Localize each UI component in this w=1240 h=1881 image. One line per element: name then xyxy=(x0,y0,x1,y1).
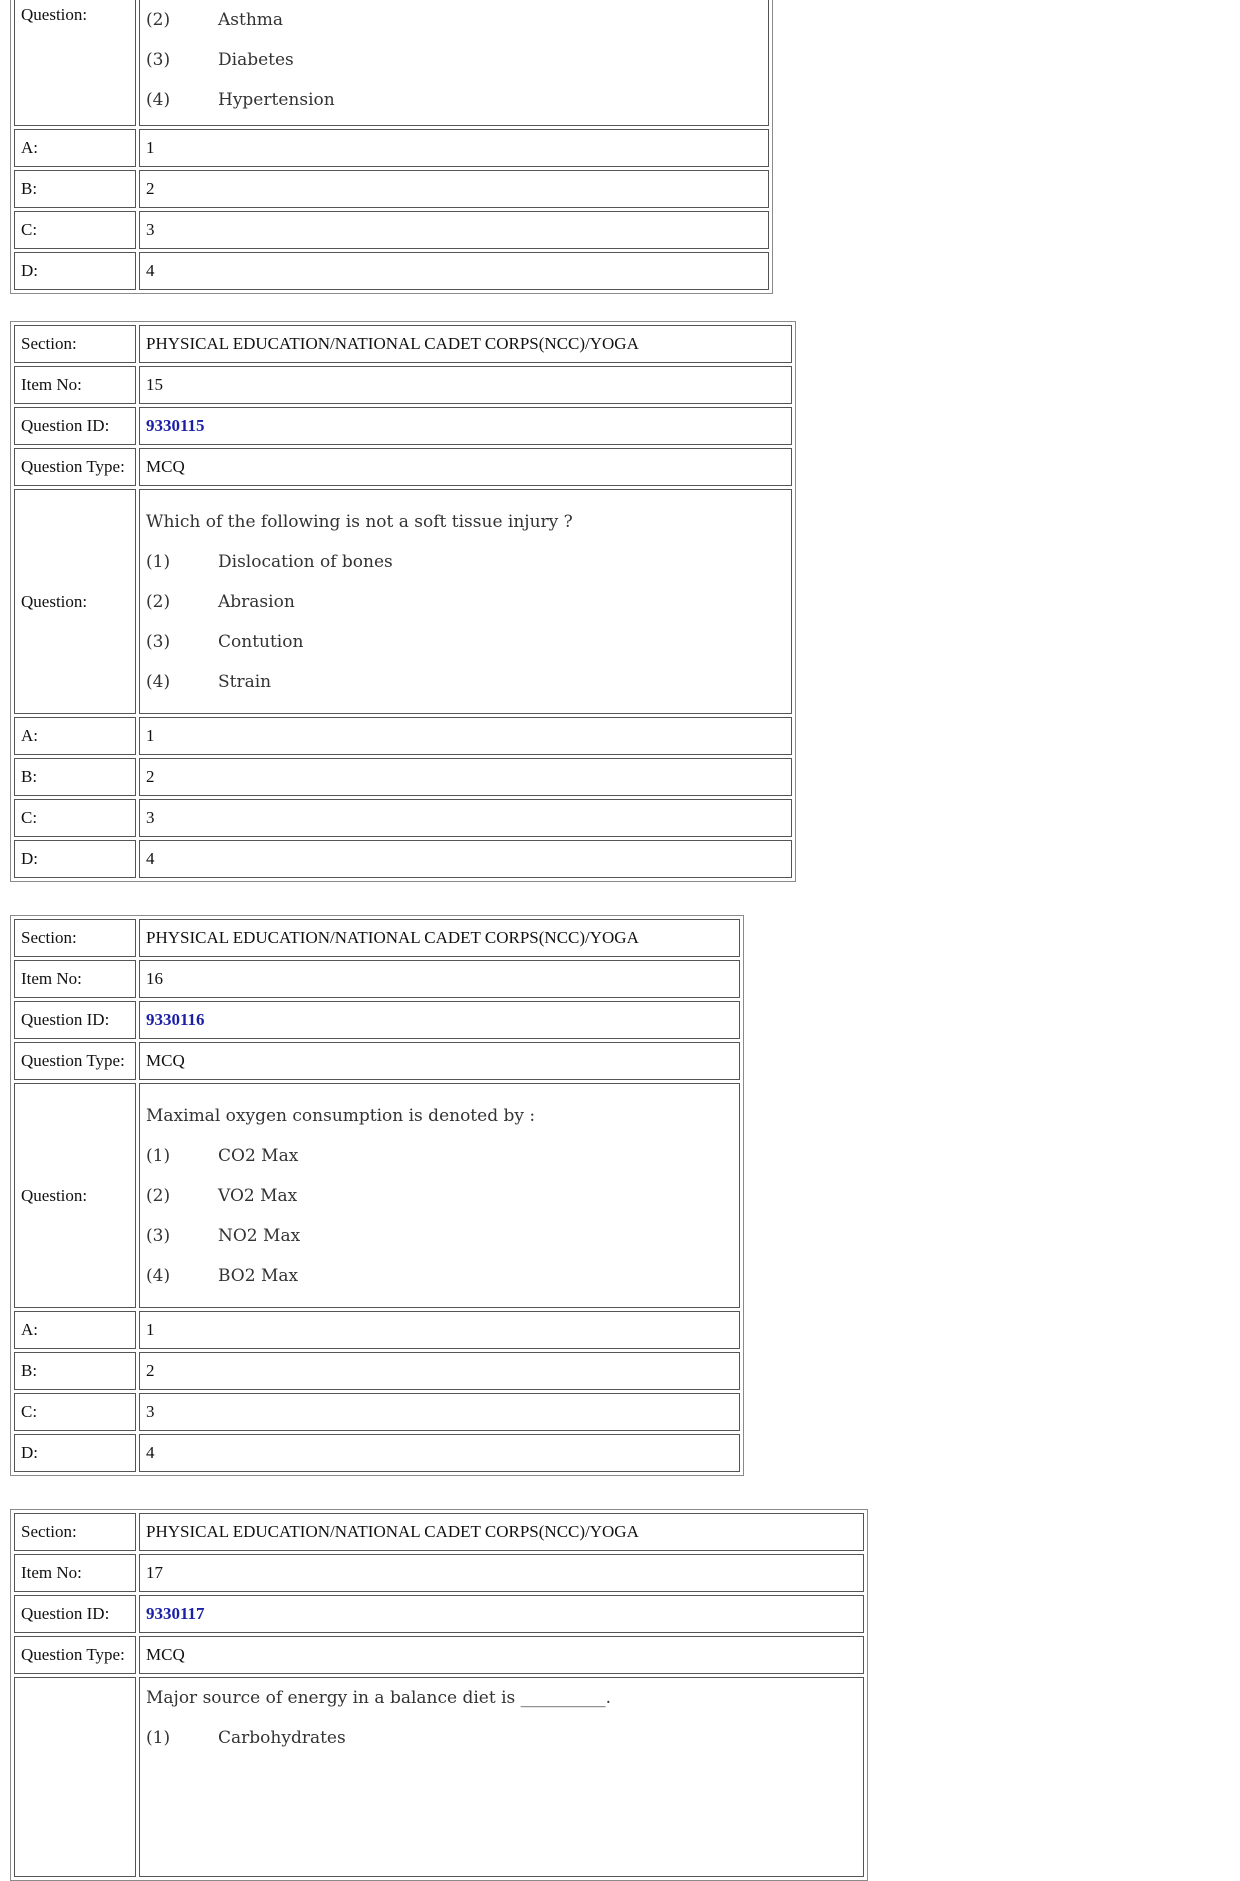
answer-b-label: B: xyxy=(14,1352,136,1390)
question-type-value: MCQ xyxy=(139,1042,740,1080)
answer-b-value: 2 xyxy=(139,170,769,208)
section-label: Section: xyxy=(14,325,136,363)
answer-d-label: D: xyxy=(14,252,136,290)
question-block xyxy=(10,321,796,882)
answer-a-label: A: xyxy=(14,129,136,167)
option: (3) Diabetes xyxy=(146,50,294,70)
item-no-label: Item No: xyxy=(14,960,136,998)
answer-b-label: B: xyxy=(14,170,136,208)
section-label: Section: xyxy=(14,1513,136,1551)
section-value: PHYSICAL EDUCATION/NATIONAL CADET CORPS(NCC)/YOGA xyxy=(139,1513,864,1551)
answer-c-label: C: xyxy=(14,1393,136,1431)
section-label: Section: xyxy=(14,919,136,957)
question-id-value: 9330116 xyxy=(139,1001,740,1039)
item-no-value: 15 xyxy=(139,366,792,404)
question-table xyxy=(11,322,795,881)
option: (2) Abrasion xyxy=(146,591,295,612)
answer-d-value: 4 xyxy=(139,252,769,290)
option: (1) Dislocation of bones xyxy=(146,551,393,572)
question-block-partial xyxy=(10,0,773,294)
question-table xyxy=(11,0,772,293)
answer-a-label: A: xyxy=(14,717,136,755)
answer-d-label: D: xyxy=(14,840,136,878)
answer-a-label: A: xyxy=(14,1311,136,1349)
answer-d-value: 4 xyxy=(139,840,792,878)
item-no-value: 17 xyxy=(139,1554,864,1592)
section-value: PHYSICAL EDUCATION/NATIONAL CADET CORPS(NCC)/YOGA xyxy=(139,325,792,363)
option: (2) Asthma xyxy=(146,10,284,30)
answer-c-label: C: xyxy=(14,799,136,837)
answer-b-value: 2 xyxy=(139,1352,740,1390)
answer-c-value: 3 xyxy=(139,211,769,249)
question-id-value: 9330115 xyxy=(139,407,792,445)
question-content xyxy=(139,1083,740,1308)
answer-b-value: 2 xyxy=(139,758,792,796)
option: (3) Contution xyxy=(146,631,304,652)
question-label xyxy=(14,1677,136,1877)
question-content xyxy=(139,489,792,714)
option: (4) BO2 Max xyxy=(146,1265,299,1286)
answer-c-value: 3 xyxy=(139,1393,740,1431)
answer-a-value: 1 xyxy=(139,1311,740,1349)
question-type-value: MCQ xyxy=(139,1636,864,1674)
question-label: Question: xyxy=(14,489,136,714)
answer-d-value: 4 xyxy=(139,1434,740,1472)
question-type-label: Question Type: xyxy=(14,1042,136,1080)
answer-d-label: D: xyxy=(14,1434,136,1472)
question-type-value: MCQ xyxy=(139,448,792,486)
question-label: Question: xyxy=(14,0,136,126)
option: (2) VO2 Max xyxy=(146,1185,298,1206)
option: (4) Strain xyxy=(146,671,272,692)
answer-c-value: 3 xyxy=(139,799,792,837)
question-table xyxy=(11,1510,867,1880)
question-block xyxy=(10,915,744,1476)
question-stem: Maximal oxygen consumption is denoted by : xyxy=(146,1105,536,1126)
question-id-label: Question ID: xyxy=(14,407,136,445)
question-content xyxy=(139,1677,864,1877)
question-content xyxy=(139,0,769,126)
answer-a-value: 1 xyxy=(139,129,769,167)
question-id-label: Question ID: xyxy=(14,1001,136,1039)
item-no-label: Item No: xyxy=(14,366,136,404)
question-type-label: Question Type: xyxy=(14,1636,136,1674)
question-id-value: 9330117 xyxy=(139,1595,864,1633)
option: (4) Hypertension xyxy=(146,90,335,110)
option: (1) Carbohydrates xyxy=(146,1728,346,1748)
question-type-label: Question Type: xyxy=(14,448,136,486)
question-stem: Major source of energy in a balance diet is __________. xyxy=(146,1688,612,1708)
question-table xyxy=(11,916,743,1475)
answer-a-value: 1 xyxy=(139,717,792,755)
section-value: PHYSICAL EDUCATION/NATIONAL CADET CORPS(NCC)/YOGA xyxy=(139,919,740,957)
option: (3) NO2 Max xyxy=(146,1225,301,1246)
item-no-value: 16 xyxy=(139,960,740,998)
option: (1) CO2 Max xyxy=(146,1145,299,1166)
item-no-label: Item No: xyxy=(14,1554,136,1592)
question-id-label: Question ID: xyxy=(14,1595,136,1633)
question-block xyxy=(10,1509,868,1881)
answer-b-label: B: xyxy=(14,758,136,796)
question-label: Question: xyxy=(14,1083,136,1308)
answer-c-label: C: xyxy=(14,211,136,249)
question-stem: Which of the following is not a soft tissue injury ? xyxy=(146,511,573,532)
